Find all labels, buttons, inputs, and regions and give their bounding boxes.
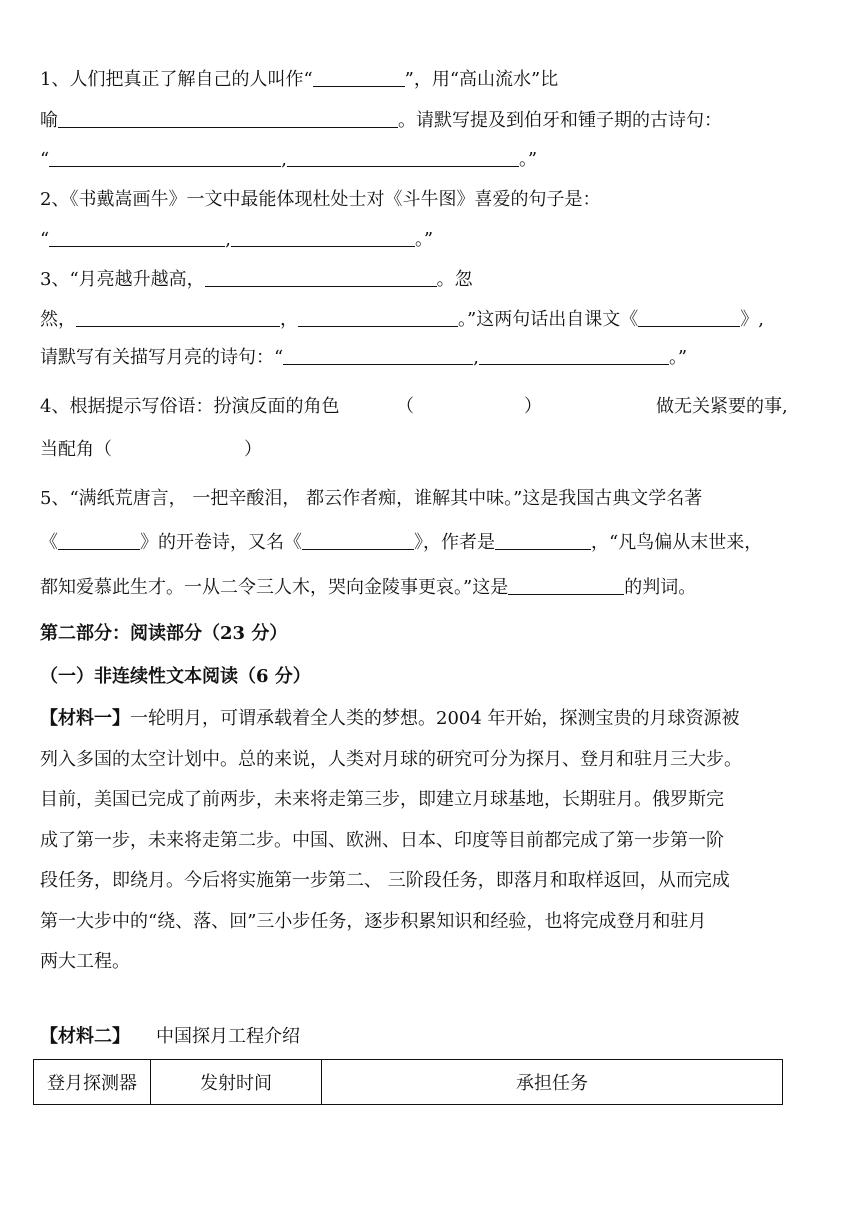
material-2-label: 【材料二】 — [40, 1026, 130, 1047]
answer-blank[interactable] — [495, 531, 591, 550]
question-4-line-1 — [40, 393, 820, 421]
answer-blank[interactable] — [313, 68, 405, 87]
q2-quote-open: “ — [40, 229, 50, 250]
q3-text-b: 。忽 — [436, 269, 473, 290]
question-5-line-3 — [40, 574, 820, 602]
q4-text-a: 4、根据提示写俗语：扮演反面的角色 — [40, 396, 340, 417]
material-1-text: 一轮明月，可谓承载着全人类的梦想。2004 年开始，探测宝贵的月球资源被 — [130, 708, 740, 729]
q4-text-b: 做无关紧要的事, — [656, 396, 788, 417]
answer-blank[interactable] — [231, 228, 415, 247]
q4-paren-close: ） — [524, 396, 542, 417]
q4-text-c: 当配角（ — [40, 439, 112, 460]
question-1-line-1 — [40, 66, 820, 94]
answer-blank[interactable] — [298, 308, 458, 327]
answer-blank[interactable] — [638, 308, 740, 327]
material-1-line-7: 两大工程。 — [40, 951, 130, 972]
q5-text-c: 》，作者是 — [414, 532, 495, 553]
q2-comma: , — [225, 229, 231, 250]
answer-blank[interactable] — [205, 268, 437, 287]
q1-quote-close: 。” — [518, 149, 538, 170]
q1-text-d: 。请默写提及到伯牙和锺子期的古诗句： — [398, 110, 722, 131]
material-1-line-5: 段任务，即绕月。今后将实施第一步第二、 三阶段任务，即落月和取样返回，从而完成 — [40, 870, 730, 891]
answer-blank[interactable] — [58, 531, 140, 550]
material-1-line-3: 目前，美国已完成了前两步，未来将走第三步，即建立月球基地，长期驻月。俄罗斯完 — [40, 789, 724, 810]
answer-blank[interactable] — [287, 148, 519, 167]
q3-quote-close: 。” — [668, 347, 688, 368]
material-1-label: 【材料一】 — [40, 708, 130, 729]
table-header-cell: 发射时间 — [151, 1060, 322, 1105]
question-5-line-2 — [40, 529, 820, 557]
question-3-line-3 — [40, 344, 820, 372]
question-2-line-2 — [40, 226, 820, 254]
answer-blank[interactable] — [58, 109, 398, 128]
q3-text-c: 然， — [40, 309, 76, 330]
q4-paren-open: （ — [396, 396, 414, 417]
q3-text-a: 3、“月亮越升越高， — [40, 269, 205, 290]
question-1-line-3 — [40, 146, 820, 174]
answer-blank[interactable] — [479, 346, 669, 365]
q3-text-f: 请默写有关描写月亮的诗句：“ — [40, 347, 284, 368]
answer-blank[interactable] — [49, 228, 225, 247]
q2-quote-close: 。” — [414, 229, 434, 250]
q5-text-e: 都知爱慕此生才。一从二令三人木，哭向金陵事更哀。”这是 — [40, 577, 509, 598]
q1-text-c: 喻 — [40, 110, 58, 131]
q5-text-d: ，“凡鸟偏从末世来， — [591, 532, 763, 553]
q5-text-b: 》的开卷诗，又名《 — [140, 532, 302, 553]
answer-blank[interactable] — [49, 148, 281, 167]
material-1-line-6: 第一大步中的“绕、落、回”三小步任务，逐步积累知识和经验，也将完成登月和驻月 — [40, 911, 707, 932]
answer-blank[interactable] — [76, 308, 280, 327]
table-header-cell: 登月探测器 — [34, 1060, 151, 1105]
material-1-line-2: 列入多国的太空计划中。总的来说，人类对月球的研究可分为探月、登月和驻月三大步。 — [40, 749, 742, 770]
material-2-title: 中国探月工程介绍 — [156, 1026, 300, 1047]
q1-comma: , — [281, 149, 287, 170]
answer-blank[interactable] — [302, 531, 414, 550]
table-header-cell: 承担任务 — [322, 1060, 783, 1105]
q3-text-e: 》, — [740, 309, 764, 330]
q5-bracket-open: 《 — [40, 532, 58, 553]
q1-text-b: ”，用“高山流水”比 — [404, 69, 559, 90]
answer-blank[interactable] — [508, 576, 624, 595]
answer-blank[interactable] — [283, 346, 473, 365]
material-1-line-1 — [40, 705, 820, 733]
question-5-line-1 — [40, 485, 820, 513]
question-3-line-1 — [40, 266, 820, 294]
q4-paren-close-2: ） — [244, 439, 262, 460]
q1-quote-open: “ — [40, 149, 50, 170]
part-2-heading: 第二部分：阅读部分（23 分） — [40, 623, 288, 644]
q5-text-f: 的判词。 — [624, 577, 697, 598]
material-2-heading — [40, 1023, 820, 1051]
q2-text: 2、《书戴嵩画牛》一文中最能体现杜处士对《斗牛图》喜爱的句子是： — [40, 189, 601, 210]
section-1-heading: （一）非连续性文本阅读（6 分） — [40, 666, 311, 687]
q5-text-a: 5、“满纸荒唐言， 一把辛酸泪， 都云作者痴，谁解其中味。”这是我国古典文学名著 — [40, 488, 703, 509]
table-header-row — [34, 1060, 783, 1105]
question-1-line-2 — [40, 107, 820, 135]
q3-comma: ， — [280, 309, 298, 330]
question-3-line-2 — [40, 306, 820, 334]
q1-text-a: 1、人们把真正了解自己的人叫作“ — [40, 69, 313, 90]
question-2-line-1 — [40, 186, 820, 214]
q3-text-d: 。”这两句话出自课文《 — [458, 309, 639, 330]
q3-comma-2: , — [473, 347, 479, 368]
material-1-line-4: 成了第一步，未来将走第二步。中国、欧洲、日本、印度等目前都完成了第一步第一阶 — [40, 830, 724, 851]
lunar-program-table — [33, 1059, 783, 1105]
question-4-line-2 — [40, 436, 820, 464]
